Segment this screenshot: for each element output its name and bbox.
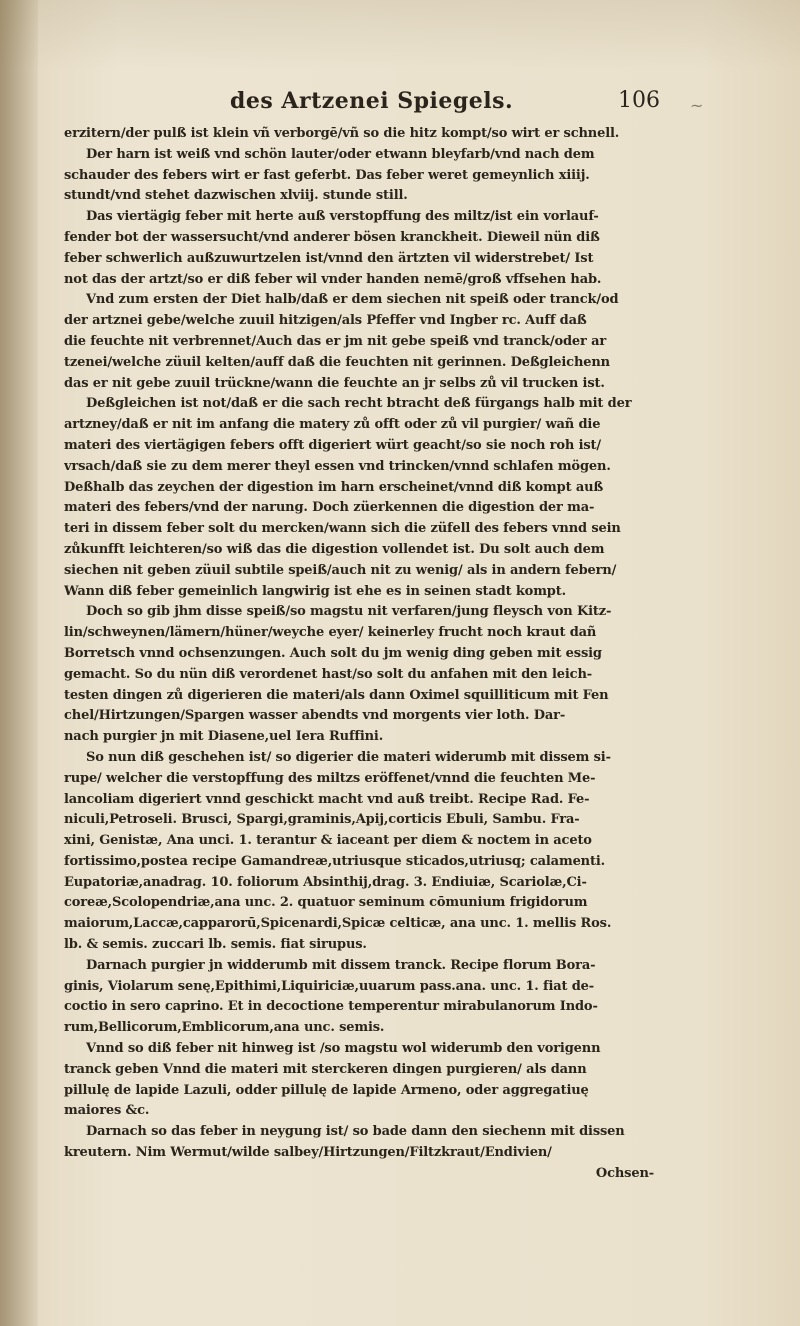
text-line: Ochsen-: [595, 1165, 654, 1181]
margin-mark: ~: [690, 96, 704, 115]
text-line: testen dingen zů digerieren die materi/als dann Oximel squilliticum mit Fen: [64, 687, 609, 703]
text-line: Deßgleichen ist not/daß er die sach recht btracht deß fürgangs halb mit der: [86, 396, 632, 412]
text-line: Vnnd so diß feber nit hinweg ist /so magstu wol widerumb den vorigenn: [86, 1041, 601, 1057]
text-line: Vnd zum ersten der Diet halb/daß er dem siechen nit speiß oder tranck/od: [86, 292, 619, 308]
text-line: siechen nit geben züuil subtile speiß/auch nit zu wenig/ als in andern febern/: [64, 562, 617, 578]
text-line: niculi,Petroseli. Brusci, Spargi,graminis,Apij,corticis Ebuli, Sambu. Fra-: [64, 812, 580, 828]
text-line: lb. & semis. zuccari lb. semis. fiat sirupus.: [64, 937, 367, 953]
text-line: teri in dissem feber solt du mercken/wann sich die züfell des febers vnnd sein: [64, 521, 621, 537]
text-line: rupe/ welcher die verstopffung des miltzs eröffenet/vnnd die feuchten Me-: [64, 770, 596, 786]
text-line: stundt/vnd stehet dazwischen xlviij. stunde still.: [64, 188, 408, 204]
text-line: pillulę de lapide Lazuli, odder pillulę de lapide Armeno, oder aggregatiuę: [64, 1082, 589, 1098]
text-line: erzitern/der pulß ist klein vñ verborgē/vñ so die hitz kompt/so wirt er schnell.: [64, 126, 620, 141]
text-line: Darnach so das feber in neygung ist/ so bade dann den siechenn mit dissen: [86, 1124, 625, 1140]
text-line: gemacht. So du nün diß verordenet hast/so solt du anfahen mit den leich-: [64, 666, 592, 682]
text-line: materi des viertägigen febers offt digeriert würt geacht/so sie noch roh ist/: [64, 437, 601, 453]
text-line: das er nit gebe zuuil trückne/wann die feuchte an jr selbs zů vil trucken ist.: [64, 375, 605, 391]
text-line: der artznei gebe/welche zuuil hitzigen/als Pfeffer vnd Ingber rc. Auff daß: [64, 313, 587, 329]
text-line: tzenei/welche züuil kelten/auff daß die feuchten nit gerinnen. Deßgleichenn: [64, 354, 610, 370]
text-line: Eupatoriæ,anadrag. 10. foliorum Absinthij,drag. 3. Endiuiæ, Scariolæ,Ci-: [64, 874, 587, 890]
text-line: zůkunfft leichteren/so wiß das die digestion vollendet ist. Du solt auch dem: [64, 541, 605, 557]
text-line: die feuchte nit verbrennet/Auch das er jm nit gebe speiß vnd tranck/oder ar: [64, 333, 607, 349]
text-line: Borretsch vnnd ochsenzungen. Auch solt du jm wenig ding geben mit essig: [64, 645, 602, 661]
text-line: schauder des febers wirt er fast geferbt. Das feber weret gemeynlich xiiij.: [64, 167, 590, 183]
text-line: coreæ,Scolopendriæ,ana unc. 2. quatuor seminum cōmunium frigidorum: [64, 895, 588, 911]
text-line: Wann diß feber gemeinlich langwirig ist ehe es in seinen stadt kompt.: [64, 583, 566, 599]
text-line: rum,Bellicorum,Emblicorum,ana unc. semis.: [64, 1020, 385, 1036]
text-line: chel/Hirtzungen/Spargen wasser abendts vnd morgents vier loth. Dar-: [64, 708, 566, 724]
text-line: ginis, Violarum senę,Epithimi,Liquiriciæ,uuarum pass.ana. unc. 1. fiat de-: [64, 978, 595, 994]
text-line: Das viertägig feber mit herte auß verstopffung des miltz/ist ein vorlauf-: [86, 209, 599, 225]
page-top-shading: [0, 0, 800, 70]
text-line: kreutern. Nim Wermut/wilde salbey/Hirtzungen/Filtzkraut/Endivien/: [64, 1145, 552, 1161]
text-line: So nun diß geschehen ist/ so digerier die materi widerumb mit dissem si-: [86, 749, 611, 765]
text-line: lin/schweynen/lämern/hüner/weyche eyer/ keinerley frucht noch kraut dañ: [64, 625, 597, 641]
text-line: Deßhalb das zeychen der digestion im harn erscheinet/vnnd diß kompt auß: [64, 479, 604, 495]
text-line: artzney/daß er nit im anfang die matery zů offt oder zů vil purgier/ wañ die: [64, 417, 601, 433]
page-header: [230, 88, 660, 122]
body-text: [64, 124, 654, 1185]
text-line: fender bot der wassersucht/vnd anderer bösen kranckheit. Dieweil nün diß: [64, 229, 600, 245]
text-line: maiores &c.: [64, 1103, 150, 1119]
text-line: maiorum,Laccæ,capparorū,Spicenardi,Spicæ celticæ, ana unc. 1. mellis Ros.: [64, 916, 612, 932]
text-line: lancoliam digeriert vnnd geschickt macht vnd auß treibt. Recipe Rad. Fe-: [64, 791, 590, 807]
text-line: feber schwerlich außzuwurtzelen ist/vnnd den ärtzten vil widerstrebet/ Ist: [64, 250, 594, 266]
text-line: coctio in sero caprino. Et in decoctione temperentur mirabulanorum Indo-: [64, 999, 598, 1015]
text-line: not das der artzt/so er diß feber wil vnder handen nemē/groß vffsehen hab.: [64, 271, 602, 287]
page-number: 106: [618, 88, 660, 113]
text-line: nach purgier jn mit Diasene,uel Iera Ruffini.: [64, 729, 384, 745]
text-line: fortissimo,postea recipe Gamandreæ,utriusque sticados,utriusq; calamenti.: [64, 853, 606, 869]
text-line: Der harn ist weiß vnd schön lauter/oder etwann bleyfarb/vnd nach dem: [86, 146, 595, 162]
text-line: Darnach purgier jn widderumb mit dissem tranck. Recipe florum Bora-: [86, 957, 596, 973]
running-title: des Artzenei Spiegels.: [230, 88, 514, 114]
text-line: xini, Genistæ, Ana unci. 1. terantur & iaceant per diem & noctem in aceto: [64, 833, 592, 849]
text-line: vrsach/daß sie zu dem merer theyl essen vnd trincken/vnnd schlafen mögen.: [64, 458, 611, 474]
text-line: Doch so gib jhm disse speiß/so magstu nit verfaren/jung fleysch von Kitz-: [86, 604, 612, 620]
binding-shadow: [0, 0, 38, 1326]
text-line: tranck geben Vnnd die materi mit sterckeren dingen purgieren/ als dann: [64, 1061, 587, 1077]
text-line: materi des febers/vnd der narung. Doch züerkennen die digestion der ma-: [64, 500, 595, 516]
